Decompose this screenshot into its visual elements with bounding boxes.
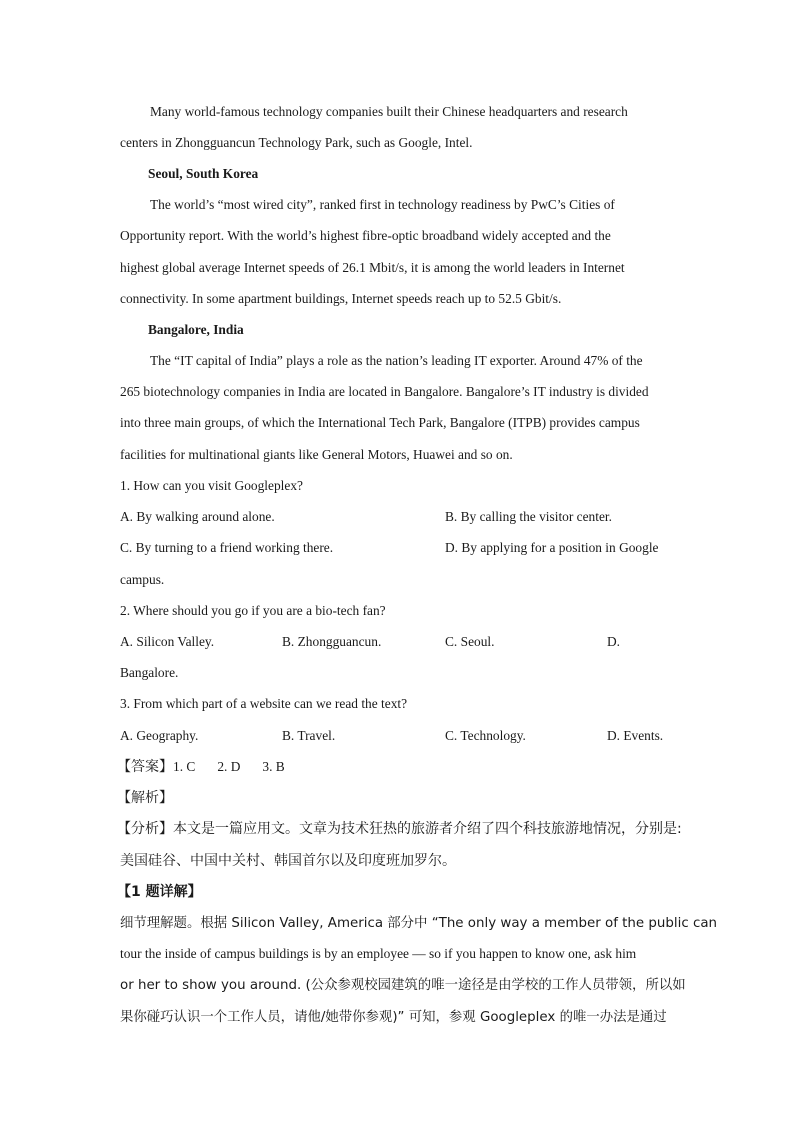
question-stem: 1. How can you visit Googleplex?	[120, 478, 303, 493]
analysis-text: 细节理解题。根据 Silicon Valley, America 部分中 “The only way a member of the public can	[120, 916, 718, 931]
option-b: B. By calling the visitor center.	[445, 509, 612, 524]
overview-tag: 【分析】	[117, 821, 173, 837]
analysis-overview-line: 美国硅谷、中国中关村、韩国首尔以及印度班加罗尔。	[120, 853, 456, 869]
passage-line: into three main groups, of which the International Tech Park, Bangalore (ITPB) provides campus	[120, 415, 640, 430]
option-d-continued: Bangalore.	[120, 665, 179, 680]
analysis-text: 果你碰巧认识一个工作人员，请他/她带你参观)” 可知，参观 Googleplex 的唯一办法是通过	[120, 1010, 667, 1025]
option-d: D. By applying for a position in Google	[445, 540, 659, 555]
answer-tag: 【答案】	[117, 759, 173, 775]
option-c: C. By turning to a friend working there.	[120, 540, 334, 555]
passage-line: Opportunity report. With the world’s highest fibre-optic broadband widely accepted and the	[120, 228, 611, 243]
question-stem: 3. From which part of a website can we read the text?	[120, 696, 408, 711]
passage-line: The world’s “most wired city”, ranked first in technology readiness by PwC’s Cities of	[150, 197, 615, 212]
passage-line: centers in Zhongguancun Technology Park, such as Google, Intel.	[120, 135, 473, 150]
answer-1: 1. C	[173, 759, 196, 774]
passage-line: 265 biotechnology companies in India are located in Bangalore. Bangalore’s IT industry is divided	[120, 384, 649, 399]
analysis-line	[120, 975, 686, 996]
answer-2: 2. D	[217, 759, 241, 774]
passage-line: The “IT capital of India” plays a role as the nation’s leading IT exporter. Around 47% of the	[150, 353, 643, 368]
answer-line	[117, 757, 677, 777]
option-c: C. Technology.	[445, 728, 526, 743]
analysis-line: tour the inside of campus buildings is by an employee — so if you happen to know one, ask him	[120, 946, 637, 961]
analysis-text: or her to show you around. (公众参观校园建筑的唯一途径是由学校的工作人员带领，所以如	[120, 978, 686, 993]
option-a: A. Silicon Valley.	[120, 634, 215, 649]
option-a: A. By walking around alone.	[120, 509, 275, 524]
option-b: B. Zhongguancun.	[282, 634, 382, 649]
section-heading-seoul: Seoul, South Korea	[148, 166, 259, 181]
analysis-overview-line	[117, 819, 682, 839]
option-d: D. Events.	[607, 728, 664, 743]
option-d: D.	[607, 634, 621, 649]
option-b: B. Travel.	[282, 728, 336, 743]
analysis-line	[120, 913, 718, 934]
passage-line: highest global average Internet speeds of 26.1 Mbit/s, it is among the world leaders in Internet	[120, 260, 625, 275]
analysis-line	[120, 1007, 680, 1028]
option-a: A. Geography.	[120, 728, 199, 743]
answer-3: 3. B	[262, 759, 285, 774]
analysis-tag: 【解析】	[117, 790, 173, 806]
option-c: C. Seoul.	[445, 634, 495, 649]
section-heading-bangalore: Bangalore, India	[148, 322, 244, 337]
question-1-detail-tag: 【1 题详解】	[117, 884, 202, 900]
passage-line: Many world-famous technology companies built their Chinese headquarters and research	[150, 104, 628, 119]
passage-line: facilities for multinational giants like General Motors, Huawei and so on.	[120, 447, 513, 462]
option-d-continued: campus.	[120, 572, 165, 587]
passage-line: connectivity. In some apartment buildings, Internet speeds reach up to 52.5 Gbit/s.	[120, 291, 562, 306]
overview-text: 本文是一篇应用文。文章为技术狂热的旅游者介绍了四个科技旅游地情况，分别是:	[173, 821, 682, 837]
question-stem: 2. Where should you go if you are a bio-tech fan?	[120, 603, 386, 618]
